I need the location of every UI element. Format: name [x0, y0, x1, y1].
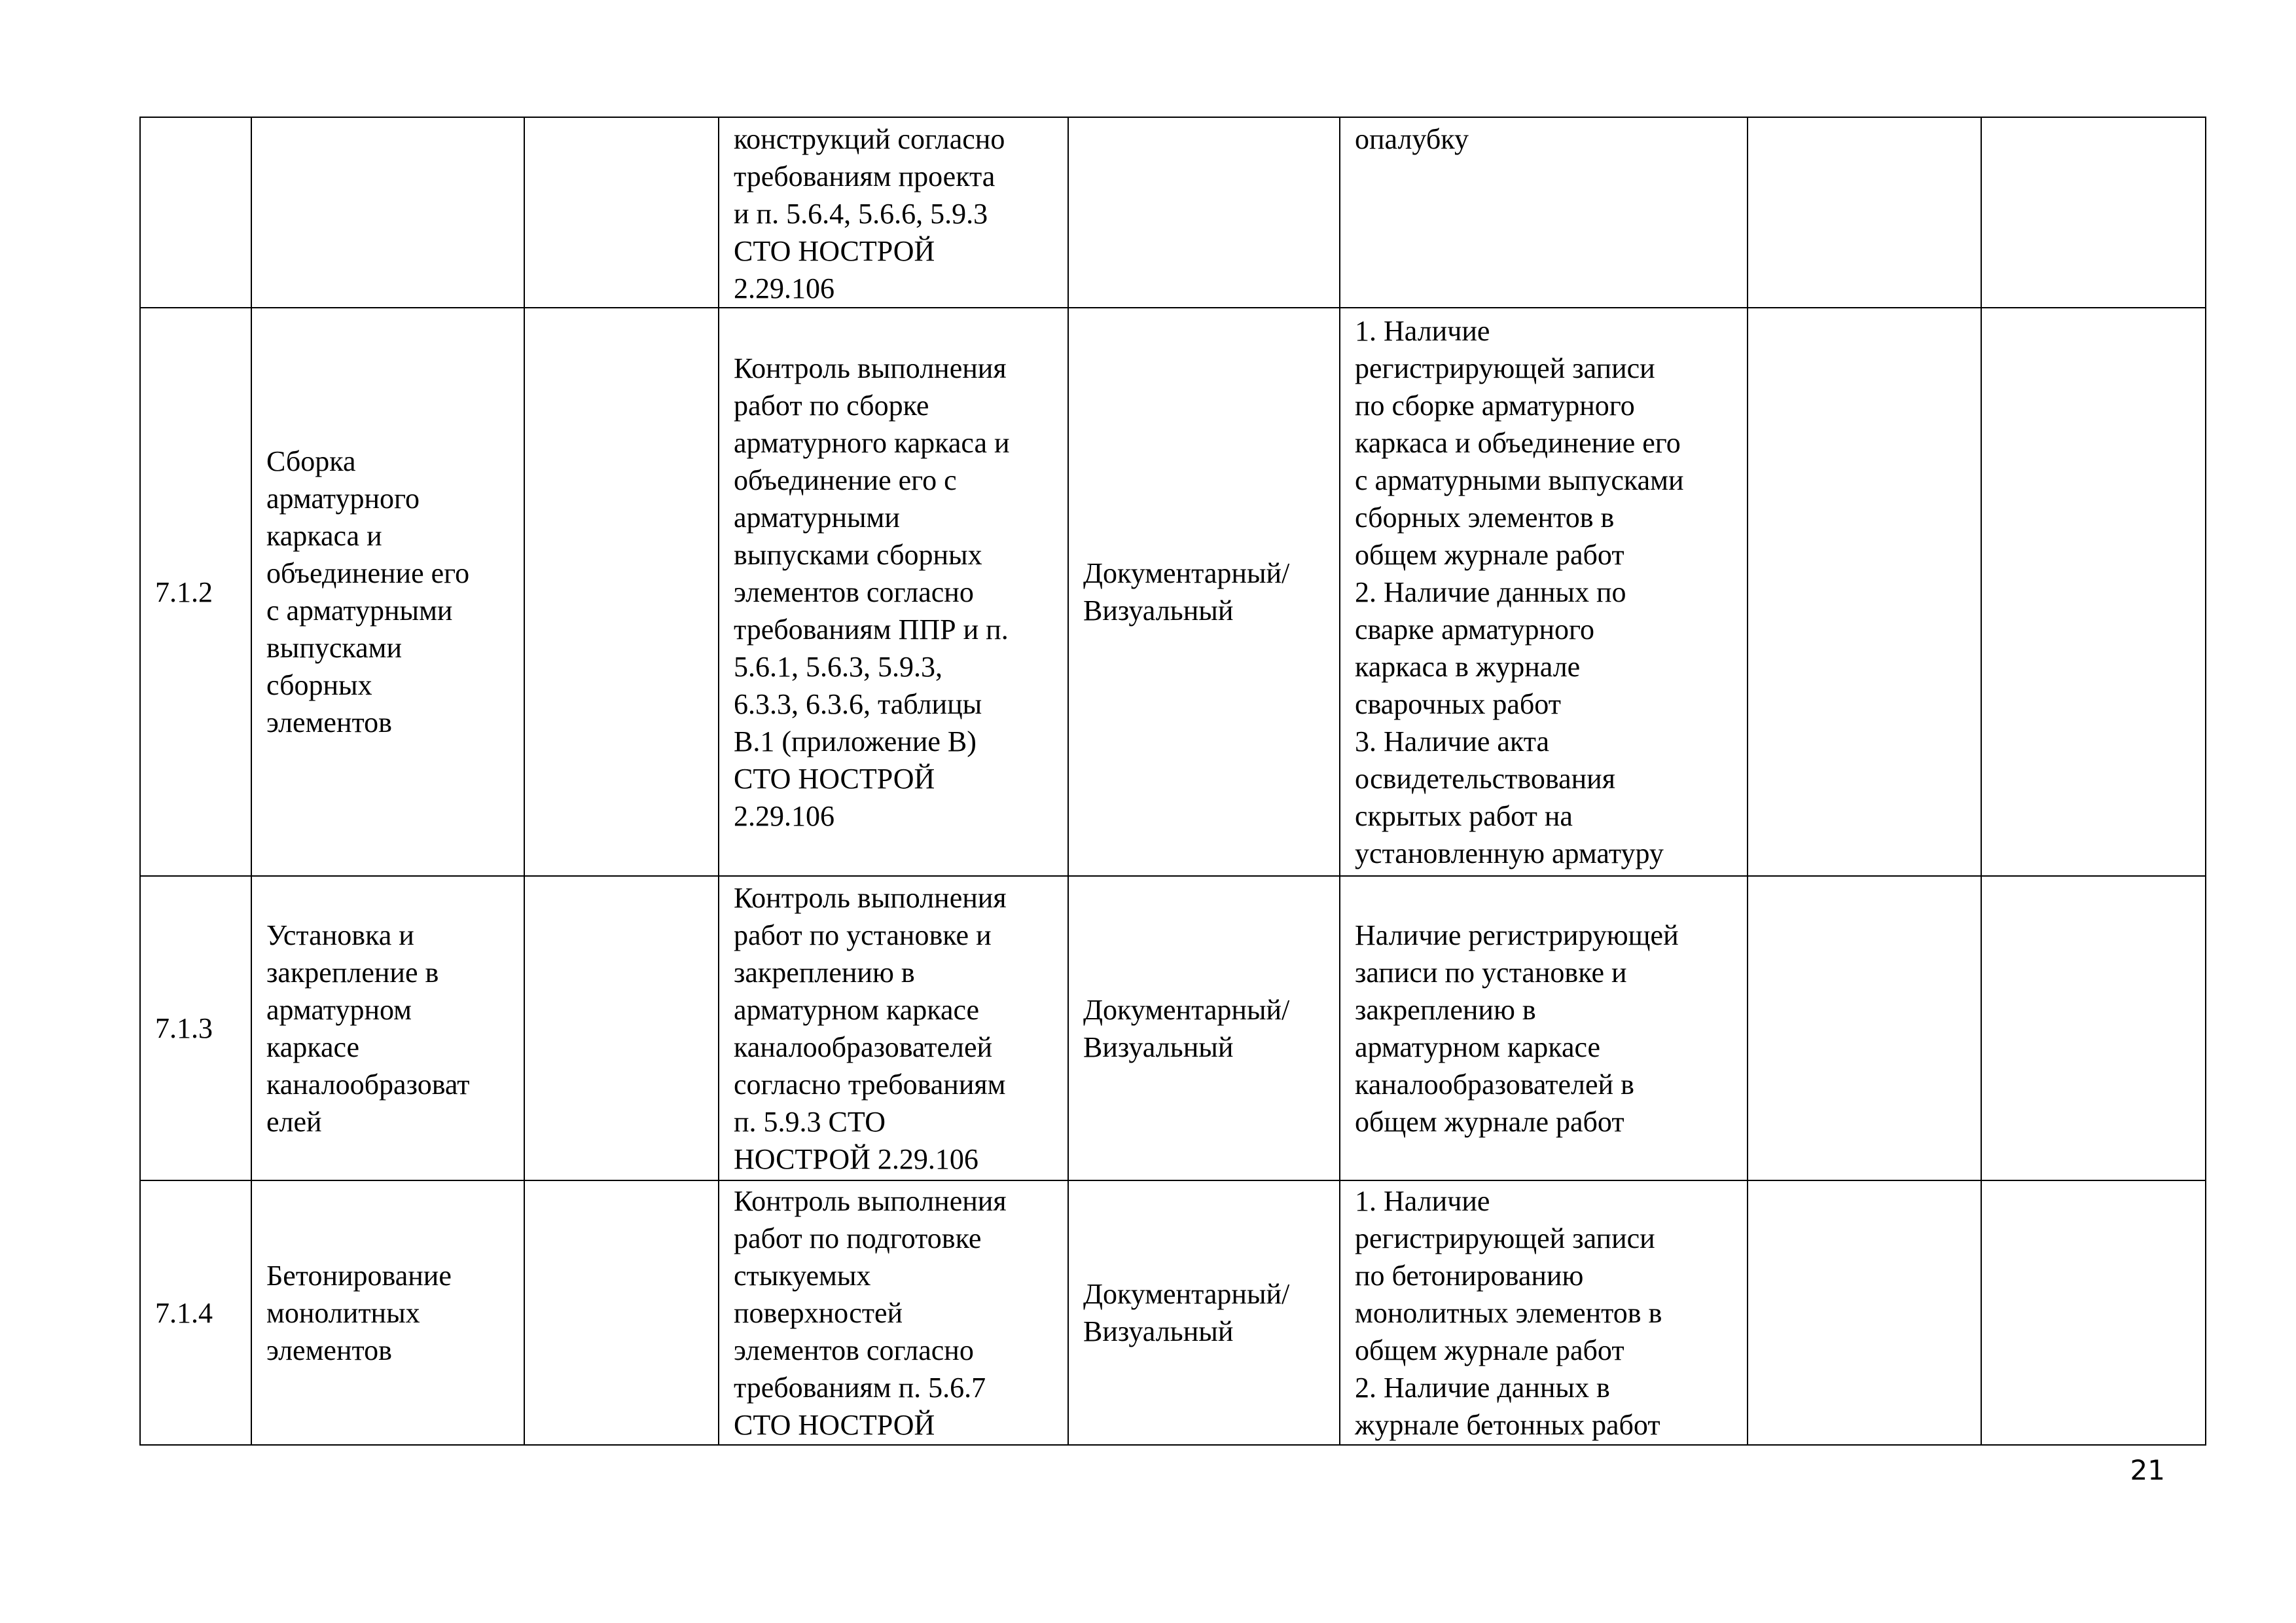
- text-line: елей: [266, 1105, 322, 1138]
- text-line: стыкуемых: [734, 1259, 871, 1292]
- table-row: [140, 1180, 2206, 1445]
- cell-empty: [1748, 117, 1981, 308]
- text-line: Контроль выполнения: [734, 881, 1007, 914]
- text-line: выпусками сборных: [734, 538, 982, 571]
- cell-control-description: [719, 308, 1068, 876]
- text-line: В.1 (приложение В): [734, 725, 977, 757]
- text-line: требованиям проекта: [734, 160, 996, 192]
- text-line: сварочных работ: [1355, 687, 1561, 720]
- cell-empty: [1748, 1180, 1981, 1445]
- cell-work-name: [251, 117, 524, 308]
- text-line: сварке арматурного: [1355, 613, 1595, 646]
- cell-empty: [524, 308, 719, 876]
- text-line: опалубку: [1355, 123, 1469, 155]
- text-line: закрепление в: [266, 956, 439, 989]
- text-line: закреплению в: [1355, 993, 1536, 1026]
- cell-documents: [1340, 876, 1748, 1180]
- text-line: арматурными: [734, 501, 900, 534]
- cell-documents: [1340, 117, 1748, 308]
- text-line: общем журнале работ: [1355, 1334, 1624, 1366]
- text-line: арматурного каркаса и: [734, 426, 1010, 459]
- cell-control-description: [719, 1180, 1068, 1445]
- table-row: [140, 308, 2206, 876]
- text-line: Документарный/: [1083, 557, 1290, 589]
- cell-documents: [1340, 1180, 1748, 1445]
- text-line: требованиям п. 5.6.7: [734, 1371, 986, 1404]
- text-line: с арматурными выпусками: [1355, 464, 1684, 496]
- cell-empty: [1981, 1180, 2206, 1445]
- text-line: Документарный/: [1083, 1278, 1290, 1310]
- text-line: 1. Наличие: [1355, 1184, 1490, 1217]
- text-line: арматурном: [266, 993, 412, 1026]
- text-line: по сборке арматурного: [1355, 389, 1635, 422]
- requirements-table: [139, 117, 2206, 1446]
- cell-empty: [1748, 308, 1981, 876]
- text-line: согласно требованиям: [734, 1068, 1006, 1101]
- text-line: 2.29.106: [734, 272, 834, 304]
- text-line: 1. Наличие: [1355, 314, 1490, 347]
- text-line: сборных элементов в: [1355, 501, 1615, 534]
- text-line: элементов: [266, 1334, 392, 1366]
- cell-work-name: [251, 1180, 524, 1445]
- cell-work-name: [251, 876, 524, 1180]
- cell-item-number: 7.1.2: [140, 308, 251, 876]
- text-line: с арматурными: [266, 594, 453, 627]
- text-line: выпусками: [266, 632, 403, 664]
- cell-item-number: [140, 117, 251, 308]
- cell-empty: [1981, 876, 2206, 1180]
- text-line: поверхностей: [734, 1296, 903, 1329]
- text-line: Контроль выполнения: [734, 1184, 1007, 1217]
- cell-empty: [524, 117, 719, 308]
- cell-empty: [524, 1180, 719, 1445]
- text-line: каркаса и: [266, 520, 382, 552]
- text-line: по бетонированию: [1355, 1259, 1584, 1292]
- cell-empty: [524, 876, 719, 1180]
- text-line: 2. Наличие данных в: [1355, 1371, 1610, 1404]
- text-line: 3. Наличие акта: [1355, 725, 1550, 757]
- text-line: работ по установке и: [734, 919, 992, 951]
- table-row: [140, 117, 2206, 308]
- text-line: каналообразователей в: [1355, 1068, 1634, 1101]
- cell-documents: [1340, 308, 1748, 876]
- text-line: каркаса в журнале: [1355, 650, 1581, 683]
- text-line: закреплению в: [734, 956, 915, 989]
- text-line: Визуальный: [1083, 1315, 1234, 1347]
- text-line: журнале бетонных работ: [1355, 1408, 1660, 1441]
- text-line: объединение его с: [734, 464, 957, 496]
- cell-control-method: [1068, 117, 1340, 308]
- text-line: и п. 5.6.4, 5.6.6, 5.9.3: [734, 198, 988, 230]
- text-line: НОСТРОЙ 2.29.106: [734, 1142, 978, 1175]
- text-line: каналообразоват: [266, 1068, 470, 1101]
- text-line: Наличие регистрирующей: [1355, 919, 1679, 951]
- text-line: элементов согласно: [734, 575, 974, 608]
- cell-control-method: [1068, 308, 1340, 876]
- text-line: СТО НОСТРОЙ: [734, 1408, 935, 1441]
- text-line: Контроль выполнения: [734, 352, 1007, 384]
- text-line: объединение его: [266, 557, 470, 589]
- cell-empty: [1748, 876, 1981, 1180]
- text-line: 6.3.3, 6.3.6, таблицы: [734, 687, 982, 720]
- text-line: элементов согласно: [734, 1334, 974, 1366]
- text-line: арматурном каркасе: [734, 993, 980, 1026]
- table-row: [140, 876, 2206, 1180]
- text-line: каркаса и объединение его: [1355, 426, 1681, 459]
- text-line: регистрирующей записи: [1355, 352, 1655, 384]
- text-line: общем журнале работ: [1355, 1105, 1624, 1138]
- cell-item-number: 7.1.3: [140, 876, 251, 1180]
- text-line: арматурном каркасе: [1355, 1030, 1601, 1063]
- text-line: п. 5.9.3 СТО: [734, 1105, 886, 1138]
- text-line: работ по подготовке: [734, 1222, 982, 1254]
- text-line: монолитных: [266, 1296, 420, 1329]
- text-line: монолитных элементов в: [1355, 1296, 1662, 1329]
- text-line: элементов: [266, 706, 392, 739]
- text-line: скрытых работ на: [1355, 799, 1573, 832]
- text-line: требованиям ППР и п.: [734, 613, 1009, 646]
- cell-control-description: [719, 876, 1068, 1180]
- cell-work-name: [251, 308, 524, 876]
- text-line: СТО НОСТРОЙ: [734, 762, 935, 795]
- text-line: арматурного: [266, 483, 420, 515]
- cell-item-number: 7.1.4: [140, 1180, 251, 1445]
- text-line: Визуальный: [1083, 594, 1234, 627]
- text-line: Визуальный: [1083, 1030, 1234, 1063]
- text-line: освидетельствования: [1355, 762, 1615, 795]
- cell-control-method: [1068, 1180, 1340, 1445]
- text-line: Сборка: [266, 445, 356, 477]
- text-line: установленную арматуру: [1355, 837, 1664, 869]
- text-line: работ по сборке: [734, 389, 929, 422]
- text-line: каналообразователей: [734, 1030, 993, 1063]
- cell-control-description: [719, 117, 1068, 308]
- cell-control-method: [1068, 876, 1340, 1180]
- text-line: 2. Наличие данных по: [1355, 575, 1626, 608]
- text-line: 2.29.106: [734, 799, 834, 832]
- text-line: общем журнале работ: [1355, 538, 1624, 571]
- text-line: Установка и: [266, 919, 414, 951]
- cell-empty: [1981, 308, 2206, 876]
- text-line: СТО НОСТРОЙ: [734, 235, 935, 267]
- text-line: 5.6.1, 5.6.3, 5.9.3,: [734, 650, 942, 683]
- page-number: 21: [2130, 1454, 2165, 1486]
- text-line: Документарный/: [1083, 993, 1290, 1026]
- text-line: Бетонирование: [266, 1259, 452, 1292]
- text-line: записи по установке и: [1355, 956, 1627, 989]
- text-line: конструкций согласно: [734, 123, 1005, 155]
- text-line: сборных: [266, 669, 372, 701]
- table-body: [140, 117, 2206, 1445]
- text-line: регистрирующей записи: [1355, 1222, 1655, 1254]
- text-line: каркасе: [266, 1030, 360, 1063]
- cell-empty: [1981, 117, 2206, 308]
